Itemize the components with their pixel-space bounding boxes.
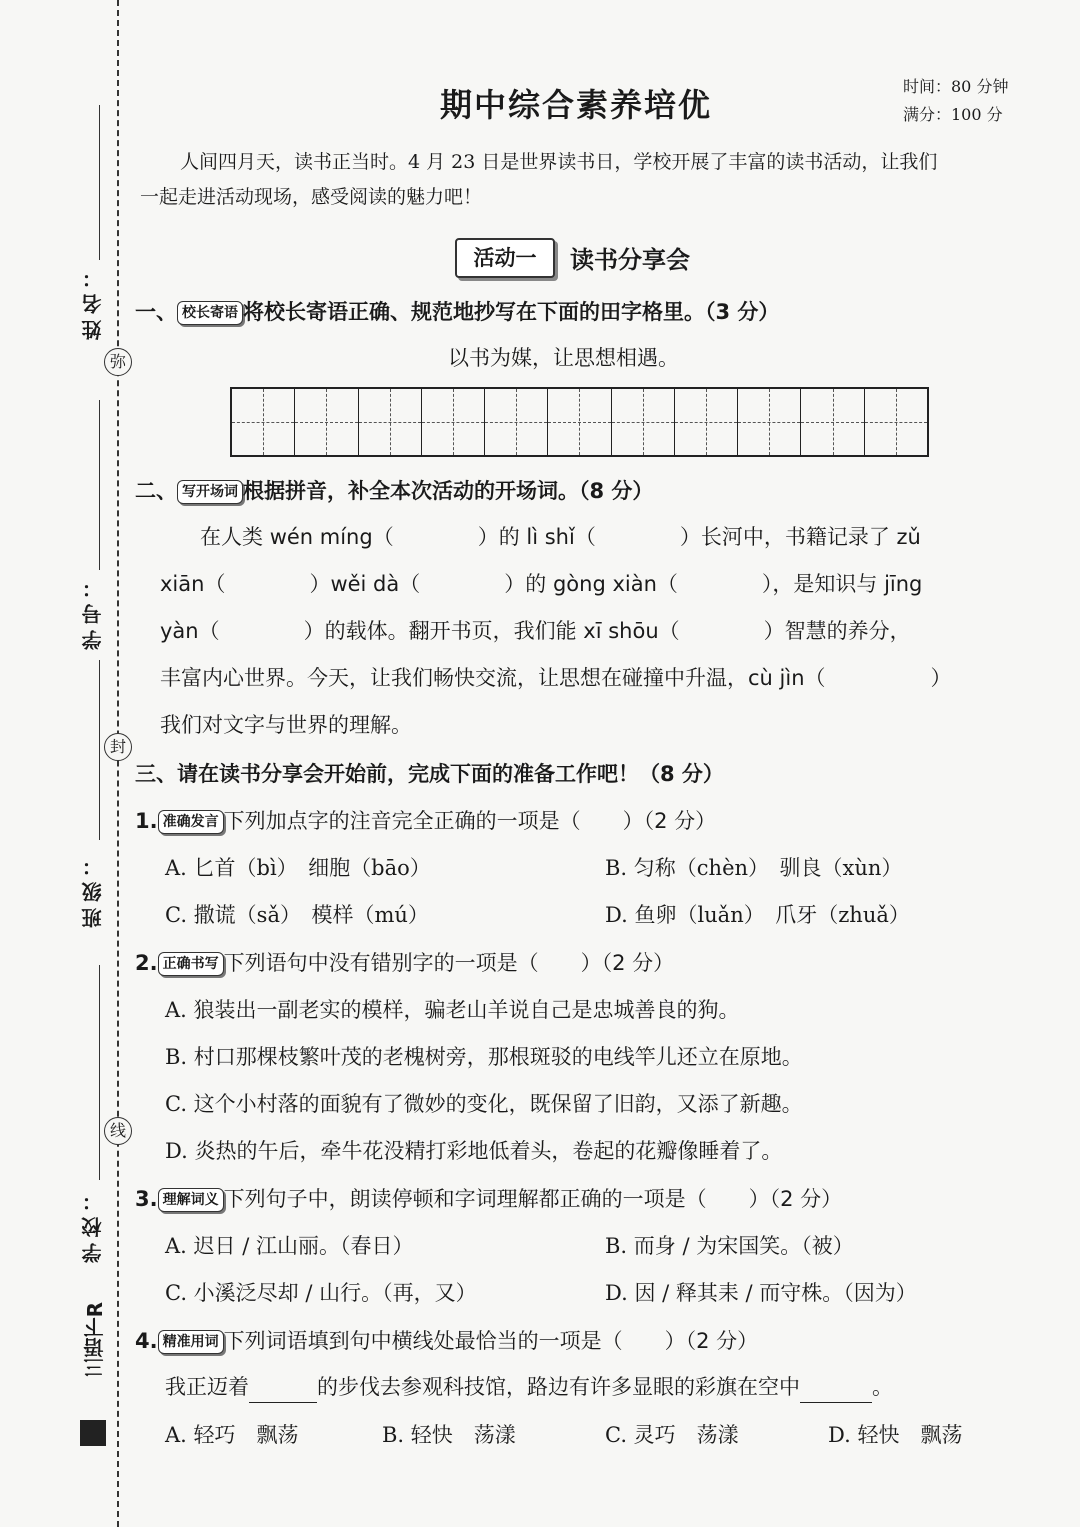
item-tag: 正确书写 bbox=[158, 952, 224, 976]
tianzige-cell[interactable] bbox=[548, 389, 611, 455]
q1-label: 一、 bbox=[135, 300, 177, 324]
name-underline bbox=[99, 105, 100, 260]
q2-line-3 bbox=[160, 616, 911, 646]
tianzige-cell[interactable] bbox=[295, 389, 358, 455]
question-2 bbox=[135, 475, 653, 505]
q3-item-4 bbox=[135, 1325, 758, 1355]
brand-logo bbox=[80, 1420, 106, 1446]
tianzige-cell[interactable] bbox=[801, 389, 864, 455]
q3-item-3 bbox=[135, 1183, 842, 1213]
class-label: 班级： bbox=[81, 850, 105, 928]
item-num: 4. bbox=[135, 1329, 158, 1353]
item-num: 3. bbox=[135, 1187, 158, 1211]
q2-text: 根据拼音，补全本次活动的开场词。（8 分） bbox=[243, 479, 654, 503]
seal-char: 封 bbox=[104, 733, 132, 761]
pinyin: zǔ bbox=[896, 525, 921, 549]
option-c[interactable]: C. 灵巧 荡漾 bbox=[605, 1423, 739, 1447]
text: （ ）长河中，书籍记录了 bbox=[574, 525, 897, 549]
item-num: 1. bbox=[135, 809, 158, 833]
option-d[interactable]: D. 因 / 释其耒 / 而守株。（因为） bbox=[605, 1281, 917, 1305]
pinyin: gòng xiàn bbox=[552, 572, 657, 596]
tianzige-cell[interactable] bbox=[738, 389, 801, 455]
option-c[interactable]: C. 撒谎（sǎ） 模样（mú） bbox=[165, 903, 429, 927]
seal-char: 弥 bbox=[104, 348, 132, 376]
item-tag: 准确发言 bbox=[158, 810, 224, 834]
pinyin: yàn bbox=[160, 619, 199, 643]
pinyin: xiān bbox=[160, 572, 205, 596]
q3-item-2 bbox=[135, 947, 674, 977]
seal-char: 线 bbox=[104, 1117, 132, 1145]
q3-item-1 bbox=[135, 805, 716, 835]
option-a[interactable]: A. 迟日 / 江山丽。（春日） bbox=[165, 1234, 414, 1258]
activity-tag: 活动一 bbox=[455, 238, 555, 278]
q1-quote: 以书为媒，让思想相遇。 bbox=[448, 346, 679, 370]
q1-tag: 校长寄语 bbox=[177, 301, 243, 325]
option-b[interactable]: B. 匀称（chèn） 驯良（xùn） bbox=[605, 856, 903, 880]
option-a[interactable]: A. 匕首（bì） 细胞（bāo） bbox=[165, 856, 431, 880]
text: （ ）的 bbox=[399, 572, 553, 596]
blank-2[interactable] bbox=[800, 1372, 872, 1403]
q2-line-4 bbox=[160, 663, 952, 693]
option-d[interactable]: D. 轻快 飘荡 bbox=[828, 1423, 963, 1447]
id-underline bbox=[99, 400, 100, 570]
option-b[interactable]: B. 轻快 荡漾 bbox=[382, 1423, 516, 1447]
item-text: 下列词语填到句中横线处最恰当的一项是（ ）（2 分） bbox=[223, 1329, 759, 1353]
item-text: 下列语句中没有错别字的一项是（ ）（2 分） bbox=[223, 951, 675, 975]
exam-score: 满分：100 分 bbox=[903, 105, 1003, 124]
q2-line-2 bbox=[160, 569, 922, 599]
q2-line-1 bbox=[200, 522, 921, 552]
item-num: 2. bbox=[135, 951, 158, 975]
option-c[interactable]: C. 这个小村落的面貌有了微妙的变化，既保留了旧韵，又添了新趣。 bbox=[165, 1092, 803, 1116]
school-underline bbox=[99, 965, 100, 1180]
q2-line-5 bbox=[160, 710, 412, 740]
activity-title: 读书分享会 bbox=[570, 246, 690, 274]
text: （ ），是知识与 bbox=[656, 572, 885, 596]
class-underline bbox=[99, 660, 100, 840]
intro-line-2: 一起走进活动现场，感受阅读的魅力吧！ bbox=[140, 186, 483, 208]
tianzige-cell[interactable] bbox=[422, 389, 485, 455]
item-text: 下列句子中，朗读停顿和字词理解都正确的一项是（ ）（2 分） bbox=[223, 1187, 843, 1211]
tianzige-cell[interactable] bbox=[865, 389, 927, 455]
text: （ ）智慧的养分， bbox=[658, 619, 911, 643]
text: 在人类 bbox=[200, 525, 270, 549]
item-tag: 精准用词 bbox=[158, 1330, 224, 1354]
text: （ ） bbox=[804, 666, 952, 690]
pinyin: jīng bbox=[884, 572, 923, 596]
option-d[interactable]: D. 鱼卵（luǎn） 爪牙（zhuǎ） bbox=[605, 903, 910, 927]
pinyin: wén míng bbox=[269, 525, 373, 549]
blank-1[interactable] bbox=[249, 1372, 317, 1403]
brand-label: 三语下R bbox=[83, 1302, 107, 1378]
question-1 bbox=[135, 296, 779, 326]
tianzige-cell[interactable] bbox=[232, 389, 295, 455]
exam-time: 时间：80 分钟 bbox=[903, 77, 1009, 96]
text: （ ）的 bbox=[372, 525, 527, 549]
page-title: 期中综合素养培优 bbox=[440, 86, 713, 124]
text: 丰富内心世界。今天，让我们畅快交流，让思想在碰撞中升温， bbox=[160, 666, 748, 690]
q1-text: 将校长寄语正确、规范地抄写在下面的田字格里。（3 分） bbox=[243, 300, 780, 324]
option-a[interactable]: A. 狼装出一副老实的模样，骗老山羊说自己是忠城善良的狗。 bbox=[165, 998, 740, 1022]
text: 我们对文字与世界的理解。 bbox=[160, 713, 412, 737]
tianzige-cell[interactable] bbox=[612, 389, 675, 455]
q2-label: 二、 bbox=[135, 479, 177, 503]
q2-tag: 写开场词 bbox=[177, 480, 243, 504]
text: （ ） bbox=[204, 572, 331, 596]
option-b[interactable]: B. 而身 / 为宋国笑。（被） bbox=[605, 1234, 854, 1258]
tianzige-grid[interactable] bbox=[230, 387, 929, 457]
option-b[interactable]: B. 村口那棵枝繁叶茂的老槐树旁，那根斑驳的电线竿儿还立在原地。 bbox=[165, 1045, 803, 1069]
school-label: 学校： bbox=[81, 1185, 105, 1263]
pinyin: cù jìn bbox=[748, 666, 805, 690]
name-label: 姓名： bbox=[81, 262, 105, 340]
binding-dashed-line bbox=[117, 0, 119, 1527]
text: 的步伐去参观科技馆，路边有许多显眼的彩旗在空中 bbox=[317, 1375, 800, 1399]
text: （ ）的载体。翻开书页，我们能 bbox=[198, 619, 584, 643]
q3-item-4-sentence bbox=[165, 1372, 893, 1403]
text: 我正迈着 bbox=[165, 1375, 249, 1399]
pinyin: lì shǐ bbox=[526, 525, 575, 549]
text: 。 bbox=[872, 1375, 893, 1399]
tianzige-cell[interactable] bbox=[485, 389, 548, 455]
question-3: 三、请在读书分享会开始前，完成下面的准备工作吧！（8 分） bbox=[135, 762, 724, 786]
option-d[interactable]: D. 炎热的午后，牵牛花没精打彩地低着头，卷起的花瓣像睡着了。 bbox=[165, 1139, 783, 1163]
item-tag: 理解词义 bbox=[158, 1188, 224, 1212]
id-label: 学号： bbox=[81, 572, 105, 650]
pinyin: xī shōu bbox=[583, 619, 659, 643]
tianzige-cell[interactable] bbox=[675, 389, 738, 455]
intro-line-1: 人间四月天，读书正当时。4 月 23 日是世界读书日，学校开展了丰富的读书活动，让我们 bbox=[180, 151, 938, 173]
pinyin: wěi dà bbox=[330, 572, 400, 596]
option-a[interactable]: A. 轻巧 飘荡 bbox=[165, 1423, 299, 1447]
tianzige-cell[interactable] bbox=[359, 389, 422, 455]
item-text: 下列加点字的注音完全正确的一项是（ ）（2 分） bbox=[223, 809, 717, 833]
option-c[interactable]: C. 小溪泛尽却 / 山行。（再，又） bbox=[165, 1281, 477, 1305]
